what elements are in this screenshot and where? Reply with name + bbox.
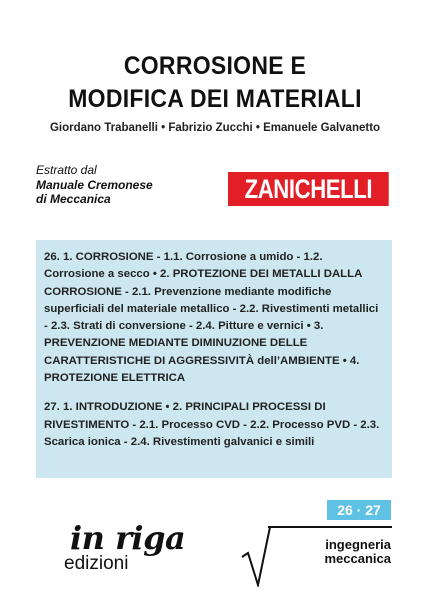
series-name bbox=[297, 538, 391, 566]
brand-logo bbox=[60, 520, 240, 580]
title-line-2: MODIFICA DEI MATERIALI bbox=[68, 85, 362, 113]
extract-line-2: Manuale Cremonese bbox=[36, 177, 153, 192]
title-line-1: CORROSIONE E bbox=[123, 52, 307, 80]
extract-note bbox=[36, 163, 153, 207]
book-title bbox=[17, 50, 413, 116]
brand-line-2: edizioni bbox=[64, 553, 129, 574]
extract-line-1: Estratto dal bbox=[36, 163, 97, 177]
contents-chapter-27: 27. 1. INTRODUZIONE • 2. PRINCIPALI PROCESSI DI RIVESTIMENTO - 2.1. Processo CVD - 2.2. Processo PVD - 2.3. Scarica ionica - 2.4. Rivestimenti galvanici e simili bbox=[44, 401, 380, 448]
publisher-logo: ZANICHELLI bbox=[228, 172, 389, 206]
contents-box bbox=[36, 240, 392, 478]
extract-line-3: di Meccanica bbox=[36, 192, 111, 206]
series-line-1: ingegneria bbox=[325, 537, 391, 552]
volume-badge: 26 · 27 bbox=[327, 500, 391, 520]
brand-line-1: in riga bbox=[70, 519, 186, 557]
radical-sign-icon bbox=[240, 525, 300, 587]
series-line-2: meccanica bbox=[324, 551, 391, 566]
radical-overline bbox=[268, 526, 392, 530]
contents-chapter-26: 26. 1. CORROSIONE - 1.1. Corrosione a umido - 1.2. Corrosione a secco • 2. PROTEZIONE DEI METALLI DALLA CORROSIONE - 2.1. Prevenzione mediante modifiche superficiali del materiale metallico - 2.2. Rivestimenti metallici - 2.3. Strati di conversione - 2.4. Pitture e vernici • 3. PREVENZIONE MEDIANTE DIMINUZIONE DELLE CARATTERISTICHE DI AGGRESSIVITÀ dell’AMBIENTE • 4. PROTEZIONE ELETTRICA bbox=[44, 251, 379, 385]
authors: Giordano Trabanelli • Fabrizio Zucchi • Emanuele Galvanetto bbox=[49, 122, 381, 134]
